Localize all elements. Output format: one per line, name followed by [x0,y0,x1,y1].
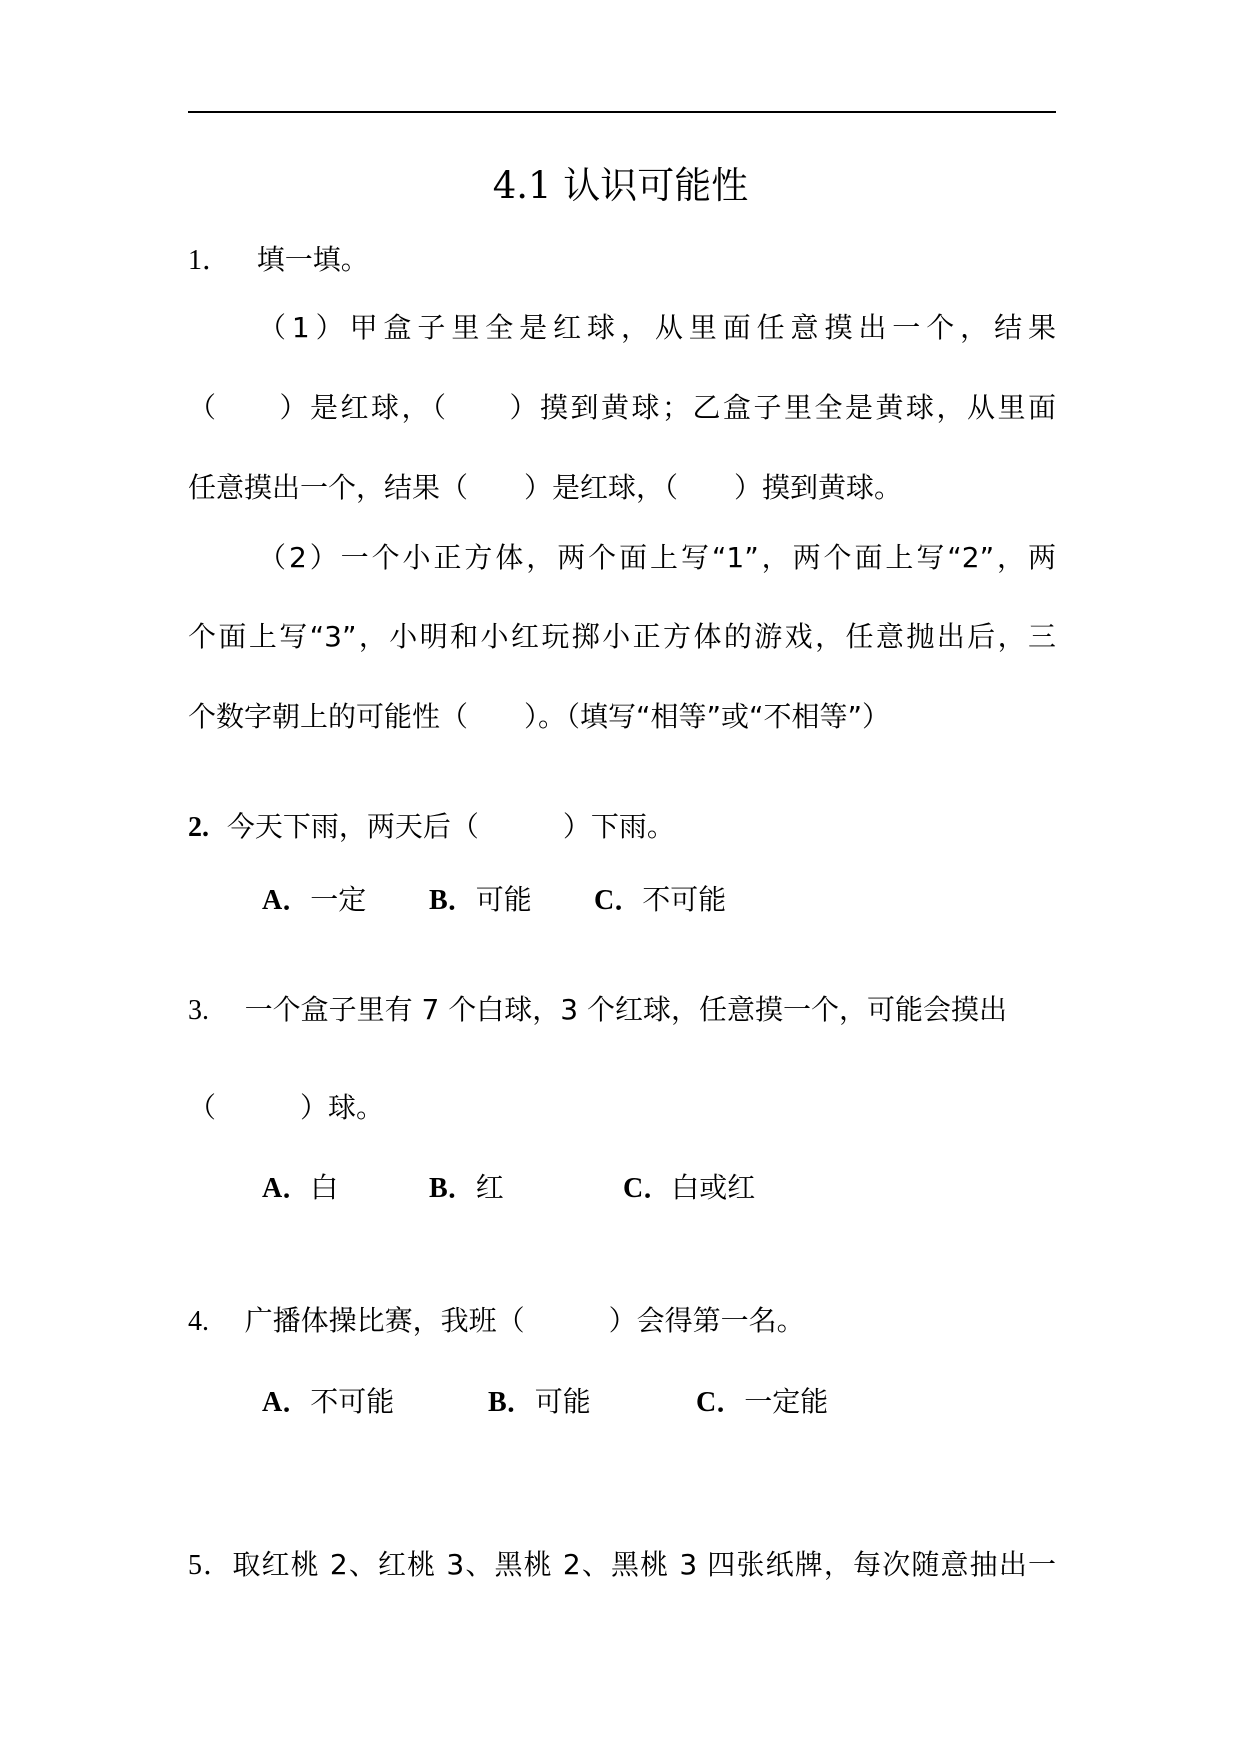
question-1-part-1-line-2: （ ）是红球，（ ）摸到黄球；乙盒子里全是黄球，从里面 [188,391,1056,424]
question-1-part-1-line-3: 任意摸出一个，结果（ ）是红球，（ ）摸到黄球。 [188,471,903,504]
question-3-option-b[interactable]: B．红 [429,1171,504,1204]
question-4-text: 广播体操比赛，我班（ ）会得第一名。 [244,1304,805,1337]
question-5 [188,1545,1056,1586]
question-2-option-b[interactable]: B．可能 [429,883,532,916]
question-3-line-2: （ ）球。 [188,1091,385,1124]
question-4-option-c[interactable]: C．一定能 [696,1385,829,1418]
title-number: 4.1 [492,164,552,207]
question-5-number: 5． [188,1550,233,1581]
question-5-text: 取红桃 2、红桃 3、黑桃 2、黑桃 3 四张纸牌，每次随意抽出一 [232,1548,1056,1581]
question-1-number: 1． [188,245,231,276]
question-3-number: 3. [188,995,209,1026]
question-3-option-a[interactable]: A．白 [262,1171,339,1204]
question-3-line-1 [188,990,1056,1031]
question-2-text: 今天下雨，两天后（ ）下雨。 [226,810,675,843]
question-1-part-2-line-2: 个面上写“3”，小明和小红玩掷小正方体的游戏，任意抛出后，三 [188,620,1056,653]
question-4-option-a[interactable]: A．不可能 [262,1385,395,1418]
question-1-heading [188,240,1056,281]
question-4-number: 4. [188,1306,209,1337]
question-1-part-2-line-1: （2）一个小正方体，两个面上写“1”，两个面上写“2”，两 [258,541,1056,574]
page-title [0,162,1241,210]
question-2 [188,807,1056,848]
question-2-option-a[interactable]: A．一定 [262,883,367,916]
question-1-part-1-line-1: （1）甲盒子里全是红球，从里面任意摸出一个，结果 [258,311,1056,344]
question-2-option-c[interactable]: C．不可能 [594,883,727,916]
question-2-number: 2. [188,812,209,843]
question-3-option-c[interactable]: C．白或红 [623,1171,756,1204]
question-3-text: 一个盒子里有 7 个白球，3 个红球，任意摸一个，可能会摸出 [244,993,1007,1026]
title-text: 认识可能性 [563,164,749,207]
header-rule [188,111,1056,113]
question-4 [188,1301,1056,1342]
question-1-part-2-line-3: 个数字朝上的可能性（ ）。（填写“相等”或“不相等”） [188,700,891,733]
question-1-prompt: 填一填。 [256,243,369,276]
question-4-option-b[interactable]: B．可能 [488,1385,591,1418]
